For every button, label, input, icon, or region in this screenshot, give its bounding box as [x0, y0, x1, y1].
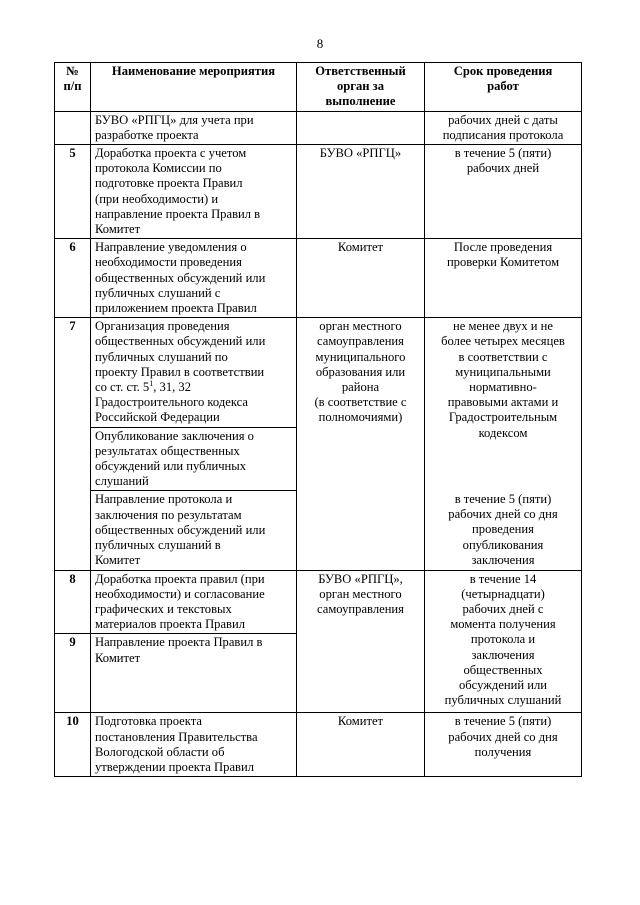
- row-num-cell: 10: [55, 713, 91, 777]
- row-name-cell: Направление уведомления о необходимости проведения общественных обсуждений или публичных слушаний с приложением проекта Правил: [91, 239, 297, 318]
- row-responsible-cell: БУВО «РПГЦ», орган местного самоуправления: [297, 570, 425, 713]
- row-deadline-cell: рабочих дней с даты подписания протокола: [425, 111, 582, 144]
- row-num-cell: 5: [55, 145, 91, 239]
- table-row: [55, 713, 582, 777]
- table-header-row: [55, 63, 582, 112]
- row-responsible-cell: Комитет: [297, 239, 425, 318]
- row-num-cell: [55, 111, 91, 144]
- row-num-cell: 7: [55, 318, 91, 570]
- row-deadline-cell: После проведения проверки Комитетом: [425, 239, 582, 318]
- table-row: [55, 570, 582, 634]
- header-name: Наименование мероприятия: [91, 63, 297, 112]
- row-deadline-cell: не менее двух и не более четырех месяцев в соответствии с муниципальными нормативно- правовыми актами и Градостроительным кодексом: [425, 318, 582, 491]
- row-deadline-cell: в течение 5 (пяти) рабочих дней со дня проведения опубликования заключения: [425, 491, 582, 570]
- schedule-table: [54, 62, 582, 777]
- row-name-cell: БУВО «РПГЦ» для учета при разработке проекта: [91, 111, 297, 144]
- row-deadline-cell: в течение 5 (пяти) рабочих дней: [425, 145, 582, 239]
- table-row: [55, 145, 582, 239]
- row-name-cell: Организация проведения общественных обсуждений или публичных слушаний по проекту Правил в соответствии со ст. ст. $5^1$, 31, 32 Градостроительного кодекса Российской Федерации: [91, 318, 297, 427]
- row-num-cell: 6: [55, 239, 91, 318]
- row-deadline-cell: в течение 14 (четырнадцати) рабочих дней с момента получения протокола и заключения общественных обсуждений или публичных слушаний: [425, 570, 582, 713]
- table-row: [55, 318, 582, 427]
- row-name-cell: Доработка проекта с учетом протокола Комиссии по подготовке проекта Правил (при необходимости) и направление проекта Правил в Комитет: [91, 145, 297, 239]
- row-name-cell: Направление проекта Правил в Комитет: [91, 634, 297, 713]
- table-row: [55, 111, 582, 144]
- header-responsible: Ответственный орган за выполнение: [297, 63, 425, 112]
- row-name-cell: Опубликование заключения о результатах общественных обсуждений или публичных слушаний: [91, 427, 297, 491]
- row-num-cell: 9: [55, 634, 91, 713]
- row-num-cell: 8: [55, 570, 91, 634]
- header-num: № п/п: [55, 63, 91, 112]
- row-responsible-cell: БУВО «РПГЦ»: [297, 145, 425, 239]
- header-deadline: Срок проведения работ: [425, 63, 582, 112]
- row-name-cell: Доработка проекта правил (при необходимости) и согласование графических и текстовых материалов проекта Правил: [91, 570, 297, 634]
- page-number: 8: [316, 36, 324, 51]
- row-responsible-cell: Комитет: [297, 713, 425, 777]
- row-name-cell: Подготовка проекта постановления Правительства Вологодской области об утверждении проекта Правил: [91, 713, 297, 777]
- table-row: [55, 239, 582, 318]
- row-responsible-cell: орган местного самоуправления муниципального образования или района (в соответствие с полномочиями): [297, 318, 425, 570]
- row-name-cell: Направление протокола и заключения по результатам общественных обсуждений или публичных слушаний в Комитет: [91, 491, 297, 570]
- row-responsible-cell: [297, 111, 425, 144]
- row-deadline-cell: в течение 5 (пяти) рабочих дней со дня получения: [425, 713, 582, 777]
